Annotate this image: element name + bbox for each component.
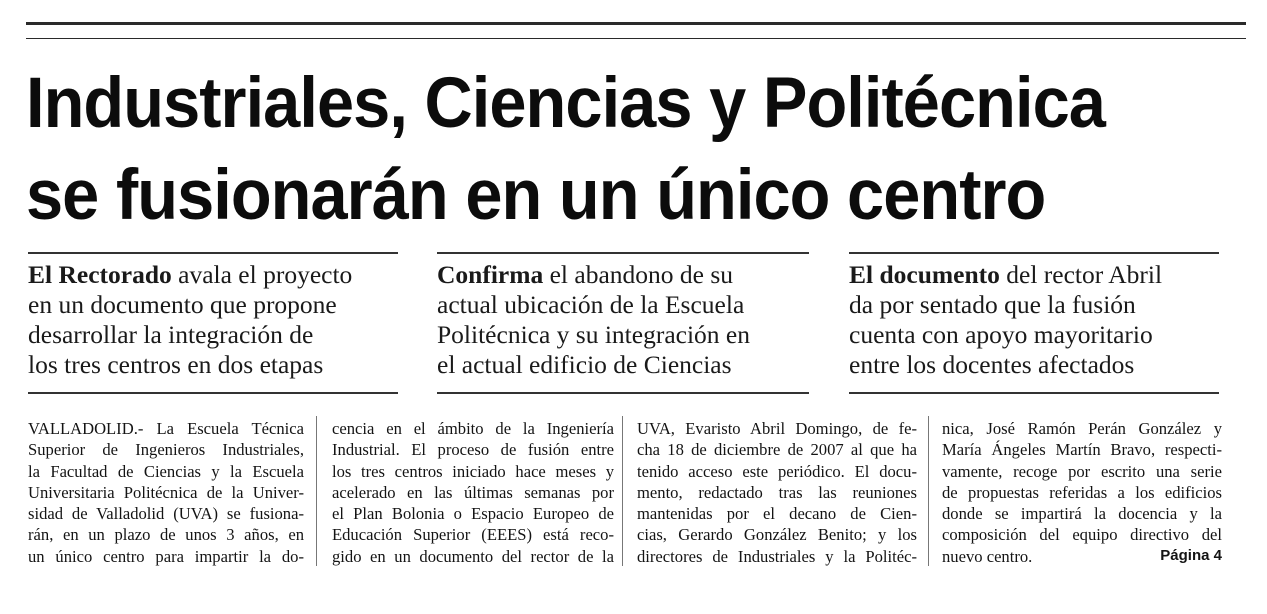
body-column-4 [942, 418, 1222, 567]
deck-3-line: cuenta con apoyo mayoritario [849, 320, 1153, 349]
deck-3-line: del rector Abril [999, 260, 1163, 289]
deck-2 [437, 260, 750, 380]
column-divider [928, 416, 929, 566]
body-line: tenido acceso este periódico. El docu- [637, 461, 917, 481]
body-line: de propuestas referidas a los edificios [942, 482, 1222, 502]
body-column-3 [637, 418, 917, 567]
body-line: acelerado en las últimas semanas por [332, 482, 614, 502]
body-line: nuevo centro. [942, 546, 1033, 566]
deck-1-line: desarrollar la integración de [28, 320, 314, 349]
body-line: María Ángeles Martín Bravo, respecti- [942, 440, 1222, 460]
deck-rule-bottom-1 [28, 392, 398, 394]
top-rule [26, 22, 1246, 25]
deck-2-lead: Confirma [437, 260, 544, 289]
deck-rule-bottom-2 [437, 392, 809, 394]
body-line: nica, José Ramón Perán González y [942, 419, 1222, 438]
body-line: donde se impartirá la docencia y la [942, 504, 1222, 524]
body-line: Industrial. El proceso de fusión entre [332, 440, 614, 460]
body-line: gido en un documento del rector de la [332, 546, 614, 566]
headline [26, 58, 1168, 242]
deck-2-line: el abandono de su [543, 260, 734, 289]
body-line: cha 18 de diciembre de 2007 al que ha [637, 440, 917, 460]
deck-3-lead: El documento [849, 260, 1000, 289]
body-line: Superior de Ingenieros Industriales, [28, 440, 304, 460]
deck-rule-bottom-3 [849, 392, 1219, 394]
body-line: rán, en un plazo de unos 3 años, en [28, 525, 304, 545]
column-divider [316, 416, 317, 566]
body-line: cencia en el ámbito de la Ingeniería [332, 419, 614, 438]
deck-1 [28, 260, 352, 380]
deck-3-line: da por sentado que la fusión [849, 290, 1136, 319]
deck-1-line: avala el proyecto [171, 260, 353, 289]
body-line: cias, Gerardo González Benito; y los [637, 525, 917, 545]
body-line: directores de Industriales y la Politéc- [637, 546, 917, 566]
deck-3 [849, 260, 1162, 380]
body-line: Universitaria Politécnica de la Univer- [28, 482, 304, 502]
deck-rule-3 [849, 252, 1219, 254]
deck-rule-1 [28, 252, 398, 254]
body-line: los tres centros iniciado hace meses y [332, 461, 614, 481]
body-line: un único centro para impartir la do- [28, 546, 304, 566]
top-rule-thin [26, 38, 1246, 39]
deck-2-line: actual ubicación de la Escuela [437, 290, 745, 319]
page-reference-link[interactable]: Página 4 [1160, 546, 1222, 564]
body-line: el Plan Bolonia o Espacio Europeo de [332, 504, 614, 524]
column-divider [622, 416, 623, 566]
deck-rule-2 [437, 252, 809, 254]
body-column-2 [332, 418, 614, 567]
headline-line-2: se fusionarán en un único centro [26, 156, 1046, 235]
body-line: UVA, Evaristo Abril Domingo, de fe- [637, 419, 917, 438]
deck-1-lead: El Rectorado [28, 260, 172, 289]
body-line: VALLADOLID.- La Escuela Técnica [28, 419, 304, 438]
body-line: Educación Superior (EEES) está reco- [332, 525, 614, 545]
deck-1-line: en un documento que propone [28, 290, 337, 319]
body-line: vamente, recoge por escrito una serie [942, 461, 1222, 481]
headline-line-1: Industriales, Ciencias y Politécnica [26, 64, 1105, 143]
deck-2-line: Politécnica y su integración en [437, 320, 750, 349]
deck-1-line: los tres centros en dos etapas [28, 350, 324, 379]
deck-3-line: entre los docentes afectados [849, 350, 1135, 379]
body-line: composición del equipo directivo del [942, 525, 1222, 545]
body-line: mento, redactado tras las reuniones [637, 482, 917, 502]
body-column-1 [28, 418, 304, 567]
body-line: la Facultad de Ciencias y la Escuela [28, 461, 304, 481]
body-line: mantenidas por el decano de Cien- [637, 504, 917, 524]
deck-2-line: el actual edificio de Ciencias [437, 350, 732, 379]
body-line: sidad de Valladolid (UVA) se fusiona- [28, 504, 304, 524]
